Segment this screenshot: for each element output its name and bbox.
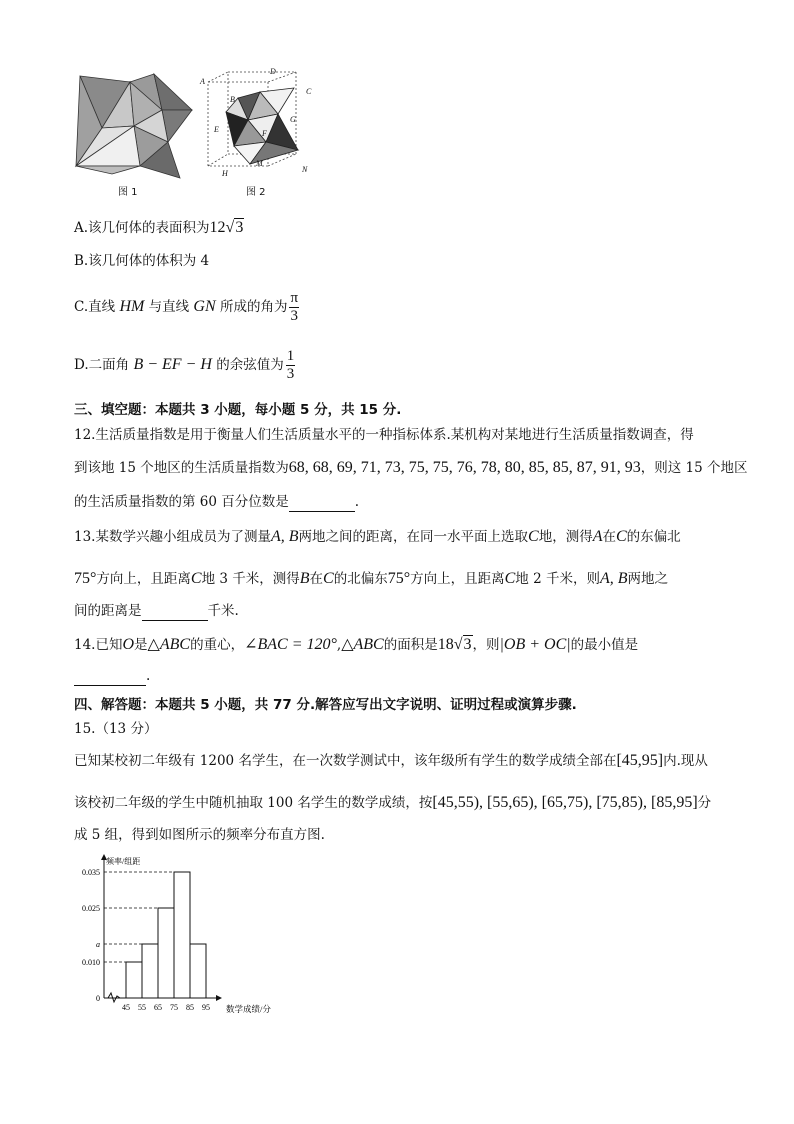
y-axis-label: 频率/组距 [106, 857, 141, 866]
q15-line-1: 已知某校初二年级有 1200 名学生，在一次数学测试中，该年级所有学生的数学成绩全部在[45,95]内.现从 [74, 752, 708, 769]
y-tick-label: 0.025 [82, 904, 100, 913]
q15-range: [45,95] [616, 752, 664, 769]
x-tick-label: 75 [170, 1003, 178, 1012]
option-d-expr: B − EF − H [133, 356, 212, 373]
x-axis-label: 数学成绩/分 [226, 1004, 271, 1014]
q15-line-2: 该校初二年级的学生中随机抽取 100 名学生的数学成绩，按[45,55), [55,65), [65,75), [75,85), [85,95]分 [74, 794, 712, 811]
frequency-histogram [70, 852, 300, 1014]
option-a-coef: 12 [209, 219, 226, 236]
option-a: A.该几何体的表面积为12√3 [74, 219, 244, 236]
q13-answer-blank[interactable] [142, 606, 208, 621]
histogram-bar [190, 944, 206, 998]
figure-1-polyhedron [72, 70, 194, 182]
q15-line-3: 成 5 组，得到如图所示的频率分布直方图. [74, 827, 325, 843]
option-a-rad: 3 [235, 219, 244, 236]
y-tick-label: a [96, 940, 100, 949]
histogram-bar [158, 908, 174, 998]
q14-line-1: 14.已知O是△ABC的重心，∠BAC = 120°,△ABC的面积是18√3，则|OB + OC|的最小值是 [74, 636, 639, 653]
option-d-fraction: $\frac{1}{3}$ [286, 348, 295, 382]
option-d: D.二面角 B − EF − H 的余弦值为 $\frac{1}{3}$ [74, 348, 295, 382]
q13-line-2: 75°方向上，且距离C地 3 千米，测得B在C的北偏东75°方向上，且距离C地 2 千米，则A, B两地之 [74, 570, 668, 587]
y-tick-label: 0.010 [82, 958, 100, 967]
q14-vector-norm: |OB + OC| [499, 636, 571, 653]
histogram-bar [126, 962, 142, 998]
section-3-heading: 三、填空题：本题共 3 小题，每小题 5 分，共 15 分. [74, 402, 402, 418]
option-c-gn: GN [193, 298, 216, 315]
option-b: B.该几何体的体积为 4 [74, 253, 210, 269]
fig2-label-f: F [262, 129, 267, 138]
y-tick-label: 0.035 [82, 868, 100, 877]
x-axis-arrow [216, 995, 222, 1001]
fig2-label-e: E [214, 125, 219, 134]
x-tick-label: 95 [202, 1003, 210, 1012]
q12-line-2: 到该地 15 个地区的生活质量指数为68, 68, 69, 71, 73, 75, 75, 76, 78, 80, 85, 85, 87, 91, 93，则这 15 个地区 [74, 459, 748, 476]
fig2-label-b: B [230, 95, 235, 104]
histogram-bar [142, 944, 158, 998]
q14-answer-blank[interactable] [74, 671, 146, 686]
q14-line-2: . [74, 666, 150, 686]
figure-2-caption: 图 2 [246, 187, 266, 198]
section-4-heading: 四、解答题：本题共 5 小题，共 77 分.解答应写出文字说明、证明过程或演算步骤. [74, 697, 577, 713]
fig2-label-g: G [290, 115, 296, 124]
option-c-hm: HM [119, 298, 145, 315]
x-tick-label: 65 [154, 1003, 162, 1012]
option-c: C.直线 HM 与直线 GN 所成的角为 $\frac{\pi}{3}$ [74, 290, 299, 324]
q13-line-1: 13.某数学兴趣小组成员为了测量A, B两地之间的距离，在同一水平面上选取C地，测得A在C的东偏北 [74, 528, 681, 545]
y-tick-label: 0 [96, 994, 100, 1003]
x-tick-label: 45 [122, 1003, 130, 1012]
q13-line-3: 间的距离是 千米. [74, 603, 239, 619]
fig2-label-h: H [222, 169, 228, 178]
q12-answer-blank[interactable] [289, 497, 355, 512]
q12-line-3: 的生活质量指数的第 60 百分位数是 . [74, 494, 360, 510]
q12-line-1: 12.生活质量指数是用于衡量人们生活质量水平的一种指标体系.某机构对某地进行生活质量指数调查，得 [74, 427, 694, 443]
x-tick-label: 55 [138, 1003, 146, 1012]
figure-1-caption: 图 1 [118, 187, 138, 198]
x-tick-label: 85 [186, 1003, 194, 1012]
q15-label: 15.（13 分） [74, 721, 158, 737]
option-c-fraction: $\frac{\pi}{3}$ [290, 290, 299, 324]
histogram-bar [174, 872, 190, 998]
figure-2-cube [198, 68, 318, 186]
fig2-label-n: N [302, 165, 308, 174]
fig2-label-m: M [256, 159, 263, 168]
fig2-label-a: A [200, 77, 205, 86]
fig2-label-d: D [270, 68, 276, 76]
q15-intervals: [45,55), [55,65), [65,75), [75,85), [85,95] [432, 794, 698, 811]
q12-data: 68, 68, 69, 71, 73, 75, 75, 76, 78, 80, 85, 85, 87, 91, 93 [288, 459, 641, 476]
fig2-label-c: C [306, 87, 312, 96]
